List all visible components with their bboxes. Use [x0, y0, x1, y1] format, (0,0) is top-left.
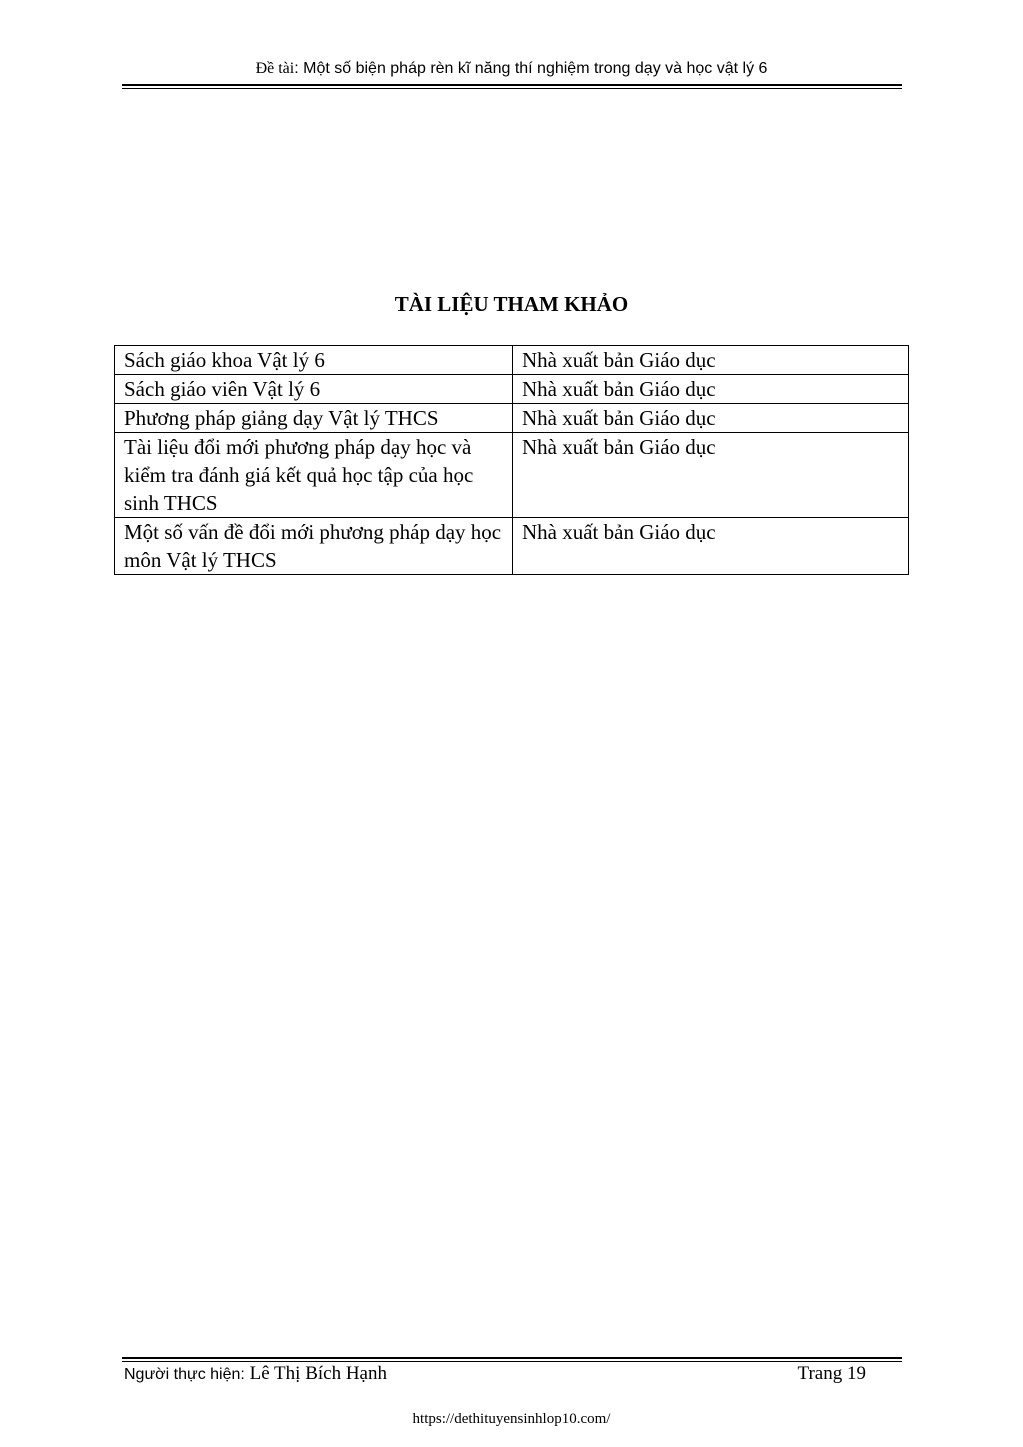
table-row: [115, 433, 909, 518]
header-topic: : Một số biện pháp rèn kĩ năng thí nghiệm trong dạy và học vật lý 6: [294, 60, 768, 77]
reference-publisher: Nhà xuất bản Giáo dục: [513, 404, 909, 433]
references-table: [114, 345, 909, 575]
source-url: https://dethituyensinhlop10.com/: [412, 1411, 611, 1427]
reference-publisher: Nhà xuất bản Giáo dục: [513, 346, 909, 375]
reference-title: Phương pháp giảng dạy Vật lý THCS: [115, 404, 513, 433]
table-row: [115, 346, 909, 375]
page-title: TÀI LIỆU THAM KHẢO: [394, 292, 629, 316]
table-row: [115, 404, 909, 433]
reference-publisher: Nhà xuất bản Giáo dục: [513, 518, 909, 575]
page-header: [0, 60, 1023, 78]
table-row: [115, 375, 909, 404]
author-name: Lê Thị Bích Hạnh: [249, 1363, 387, 1384]
reference-publisher: Nhà xuất bản Giáo dục: [513, 433, 909, 518]
reference-title: Sách giáo viên Vật lý 6: [115, 375, 513, 404]
reference-title: Tài liệu đổi mới phương pháp dạy học và kiểm tra đánh giá kết quả học tập của học sinh THCS: [115, 433, 513, 518]
table-row: [115, 518, 909, 575]
reference-publisher: Nhà xuất bản Giáo dục: [513, 375, 909, 404]
reference-title: Một số vấn đề đổi mới phương pháp dạy học môn Vật lý THCS: [115, 518, 513, 575]
footer-author: [124, 1363, 387, 1385]
author-label: Người thực hiện:: [124, 1366, 245, 1383]
reference-title: Sách giáo khoa Vật lý 6: [115, 346, 513, 375]
header-rule: [122, 84, 902, 89]
page-number: Trang 19: [797, 1363, 866, 1384]
footer-rule: [122, 1357, 902, 1362]
header-prefix: Đề tài: [255, 60, 295, 77]
